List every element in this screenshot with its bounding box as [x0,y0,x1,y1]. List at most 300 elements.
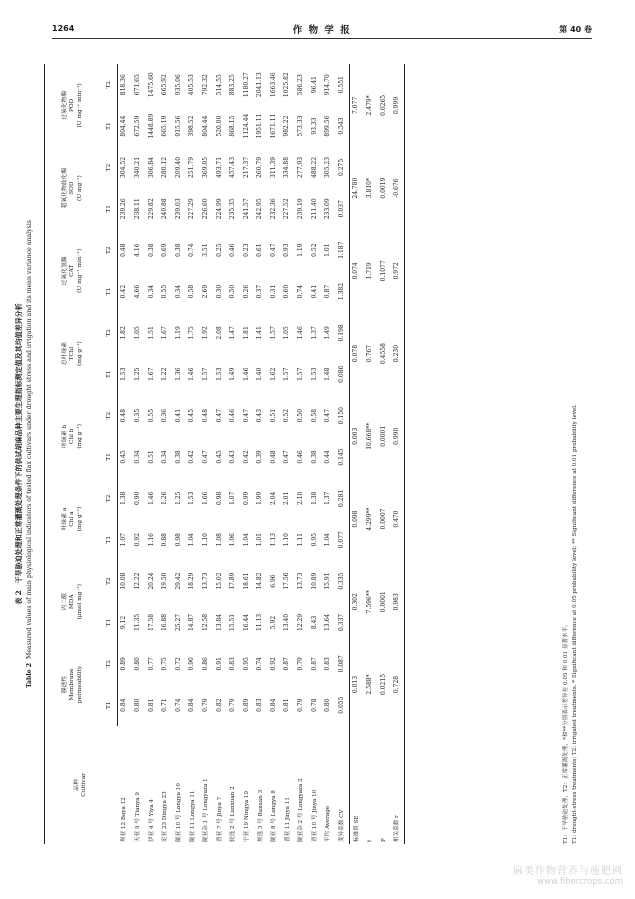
table-cell: 1.05 [133,326,141,340]
table-cell: 0.77 [147,657,155,671]
table-cell: 1.04 [324,533,332,547]
table-cell: 238.11 [133,198,141,220]
table-cell: 1.40 [256,367,264,381]
table-cell: 0.79 [297,657,305,671]
table-cell: 0.25 [215,243,223,257]
header-cn: 丙二醛 [62,593,69,611]
table-cell: 0.47 [283,450,291,464]
table-cell: 0.72 [174,657,182,671]
table-cell: 0.61 [256,243,264,257]
table-cell: 1.53 [310,367,318,381]
table-cell: 12.29 [297,613,305,632]
table-cell: 0.60 [283,284,291,299]
table-notes [562,64,579,844]
header-en: Membrane [69,668,76,701]
table-cell: 0.90 [188,657,196,671]
table-cell: 0.83 [229,657,237,671]
cultivar-name: 陇亚杂 2 号 Longyaza 2 [298,778,305,842]
stat-name: P [380,838,387,842]
table-row [227,64,241,844]
treatment-t2: T2 [101,64,118,105]
table-cell: 241.57 [242,198,250,220]
treatment-t2: T2 [101,395,118,436]
table-cell: 239.03 [174,198,182,220]
table-cell: 13.84 [215,613,223,632]
table-cell: 369.05 [201,156,209,178]
stat-cell: 0.078 [352,344,360,363]
note-cn: T1：干旱胁迫处理，T2：正常灌溉处理，*和**分别表示差异在 0.05 和 0.01 显著水平。 [563,621,569,844]
table-cell: 0.086 [336,354,350,395]
table-cell: 1.01 [256,533,264,547]
header-indicator [45,643,102,726]
table-cell: 0.84 [269,698,277,712]
table-cell: 19.50 [161,572,169,590]
table-row [213,64,227,844]
table-cell: 12.58 [201,613,209,632]
table-cell: 1.51 [147,326,155,340]
table-cell: 209.40 [174,156,182,178]
stat-row [350,64,364,844]
table-cell: 1.75 [188,326,196,340]
header-indicator [45,395,102,478]
table-cell: 1.99 [256,491,264,506]
table-cell: 1.57 [201,367,209,381]
cultivar-name: 变异系数 CV [336,726,350,844]
table-cell: 224.99 [215,198,223,220]
physiology-table [44,64,405,844]
stat-row [377,64,391,844]
stat-cell: 0.990 [391,395,405,478]
table-cell: 0.74 [174,698,182,712]
table-cell: 0.52 [310,243,318,257]
journal-title: 作 物 学 报 [292,25,352,36]
table-row [118,64,132,844]
table-cell: 211.40 [310,198,318,220]
table-cell: 520.00 [215,115,223,137]
stat-cell: 0.4558 [379,343,387,365]
rotated-table-block [14,64,589,844]
table-label: Table 2 [26,662,33,688]
table-cell: 883.25 [229,74,237,96]
table-row [336,64,350,844]
table-cell: 0.95 [242,657,250,671]
table-cell: 0.69 [161,243,169,257]
page-number: 1264 [52,24,75,33]
table-cell: 226.60 [201,198,209,220]
table-cell: 18.29 [188,572,196,590]
header-unit: (U mg⁻¹ min⁻¹) [76,248,83,293]
table-cell: 1180.27 [242,72,250,98]
table-cell: 17.56 [283,572,291,590]
table-cell: 13.73 [297,572,305,590]
table-cell: 25.27 [174,613,182,632]
cultivar-name: 晋亚 11 Jinya 11 [284,797,291,842]
table-cell: 0.34 [174,284,182,299]
cultivar-name: 陇亚杂 1 号 Longyaza 1 [203,778,210,842]
table-cell: 0.83 [324,657,332,671]
table-cell: 1.37 [324,491,332,506]
table-cell: 16.88 [161,613,169,632]
table-cell: 6.96 [269,574,277,588]
table-cell: 514.55 [215,74,223,96]
stat-cell: 3.810* [366,178,374,199]
watermark-url: www.fibercrops.com [537,877,623,887]
table-cell: 305.23 [324,156,332,178]
table-cell: 17.89 [229,572,237,590]
header-indicator [45,64,102,147]
table-cell: 0.037 [336,188,350,229]
table-cell: 573.33 [297,115,305,137]
table-cell: 1.49 [324,326,332,340]
table-cell: 96.41 [310,76,318,94]
treatment-t2: T2 [101,147,118,188]
table-cell: 1.67 [147,367,155,381]
treatment-t2: T2 [101,478,118,519]
table-cell: 0.87 [324,284,332,299]
table-cell: 0.34 [161,450,169,464]
table-cell: 1.07 [229,491,237,506]
table-cell: 1951.11 [256,113,264,139]
table-cell: 1.16 [147,533,155,547]
table-cell: 9.12 [120,615,128,630]
table-row [254,64,268,844]
table-cell: 0.88 [161,533,169,547]
table-cell: 239.19 [297,198,305,220]
header-en: Chl a [69,511,76,527]
stat-name: t [367,839,374,842]
header-cn: 总叶绿素 [62,341,69,366]
table-cell: 1.08 [215,533,223,547]
stat-cell: 0.074 [352,262,360,280]
table-title-cn: 表 2 干旱胁迫处理和正常灌溉处理条件下的供试胡麻品种主要生理指标测定值及其均值差异分析 [14,303,23,605]
table-cell: 0.74 [297,284,305,299]
table-cell: 1.36 [174,367,182,381]
table-row [200,64,214,844]
table-cell: 804.44 [120,115,128,137]
header-en: SOD [69,181,76,195]
table-cell: 0.92 [269,657,277,671]
table-cell: 1.19 [297,243,305,257]
table-row [281,64,295,844]
table-cell: 280.12 [161,156,169,178]
stat-cell: 0.728 [391,643,405,726]
table-cell: 0.47 [269,243,277,257]
table-cell: 0.75 [161,657,169,671]
table-cell: 915.56 [174,115,182,137]
page-header [52,20,592,38]
cultivar-name: 宁亚 19 Ningya 19 [243,790,250,842]
table-cell: 1.81 [242,326,250,340]
table-cell: 0.48 [201,408,209,423]
stat-cell: 0.0001 [379,425,387,447]
table-cell: 0.34 [147,284,155,299]
table-cell: 0.47 [215,408,223,423]
stat-cell: 0.230 [391,312,405,395]
table-cell: 1.41 [256,326,264,340]
header-unit: (U mg⁻¹ min⁻¹) [76,83,83,128]
table-cell: 1.62 [269,367,277,381]
header-indicator [45,229,102,312]
table-cell: 0.36 [161,408,169,423]
table-cell: 0.39 [256,450,264,464]
header-row [45,64,102,844]
table-cell: 1.53 [188,491,196,506]
table-row [159,64,173,844]
table-cell: 1.66 [201,491,209,506]
table-cell: 0.47 [201,450,209,464]
cultivar-name: 定亚 23 Dingya 23 [162,791,169,842]
table-cell: 1.05 [283,326,291,340]
table-cell: 239.26 [120,198,128,220]
table-cell: 306.84 [147,156,155,178]
treatment-t1: T1 [101,105,118,146]
table-cell: 1025.82 [283,72,291,98]
table-cell: 671.65 [133,74,141,96]
table-cell: 340.21 [133,156,141,178]
table-cell: 1.04 [242,533,250,547]
table-cell: 1475.60 [147,72,155,98]
table-cell: 14.82 [256,572,264,590]
table-cell: 0.30 [215,284,223,299]
table-cell: 10.89 [310,572,318,590]
table-cell: 0.79 [297,698,305,712]
table-cell: 0.42 [120,284,128,299]
table-cell: 277.93 [297,156,305,178]
table-cell: 1.06 [229,533,237,547]
table-cell: 12.22 [133,572,141,590]
header-rule [52,38,592,39]
header-en: MDA [69,594,76,610]
table-cell: 672.59 [133,115,141,137]
table-cell: 235.35 [229,198,237,220]
table-cell: 0.077 [336,519,350,560]
cultivar-name: 轮选 2 号 Lunxuan 2 [230,786,237,842]
header-cn: 膜透性 [62,675,69,694]
table-cell: 0.087 [336,643,350,684]
table-cell: 1.38 [120,491,128,506]
header-cn: 过氧化氢酶 [62,256,69,286]
table-cell: 0.42 [242,450,250,464]
table-cell: 0.38 [174,243,182,257]
table-cell: 0.45 [215,450,223,464]
cultivar-name: 晋亚 10 号 Jinya 10 [311,789,318,842]
treatment-t1: T1 [101,188,118,229]
table-cell: 1.187 [336,229,350,270]
table-cell: 1.48 [324,367,332,381]
table-cell: 792.32 [201,74,209,96]
table-cell: 2.10 [297,491,305,506]
stat-cell: 2.479* [366,95,374,116]
table-cell: 20.24 [147,572,155,590]
table-cell: 13.73 [201,572,209,590]
table-cell: 1.26 [161,491,169,506]
treatment-t1: T1 [101,519,118,560]
table-cell: 0.83 [256,698,264,712]
table-row [172,64,186,844]
table-cell: 4.16 [133,243,141,257]
table-cell: 240.88 [161,198,169,220]
header-en: Cultivar [81,773,88,797]
table-cell: 10.08 [120,572,128,590]
table-cell: 0.41 [310,284,318,299]
table-cell: 0.281 [336,478,350,519]
stat-cell: 0.0265 [379,94,387,116]
table-cell: 1.46 [188,367,196,381]
treatment-t2: T2 [101,560,118,601]
table-cell: 665.19 [161,115,169,137]
table-cell: 2.69 [201,284,209,299]
header-cn: 品种 [74,779,81,791]
table-cell: 1.67 [161,326,169,340]
table-cell: 0.46 [229,408,237,423]
note-en: T1: drought-stress treatments; T2: irrigated treatments. * Significant difference at 0.05 probability level; ** Significant difference at 0.01 probability level. [571,404,578,844]
table-cell: 0.51 [147,450,155,464]
table-cell: 1.10 [201,533,209,547]
table-cell: 227.29 [188,198,196,220]
table-cell: 398.52 [188,115,196,137]
table-cell: 1.04 [188,533,196,547]
table-cell: 868.15 [229,115,237,137]
table-cell: 1.46 [147,491,155,506]
table-cell: 0.80 [324,698,332,712]
table-cell: 0.93 [283,243,291,257]
volume-label: 第 40 卷 [559,25,592,34]
table-cell: 665.92 [161,74,169,96]
table-cell: 0.31 [269,284,277,299]
table-cell: 227.52 [283,198,291,220]
table-cell: 0.90 [133,491,141,506]
stat-cell: 0.0001 [379,591,387,613]
stat-cell: 0.999 [391,64,405,147]
stat-cell: 0.0215 [379,673,387,695]
table-cell: 1.11 [297,533,305,547]
header-unit: (μmol mg⁻¹) [76,583,83,620]
table-cell: 0.46 [229,243,237,257]
stat-cell: 0.0007 [379,508,387,530]
table-cell: 1.25 [174,491,182,506]
table-cell: 1124.44 [242,113,250,139]
header-cn: 过氧化物酶 [62,90,69,120]
stat-row [364,64,378,844]
header-unit: (U mg⁻¹) [76,175,83,202]
table-cell: 0.38 [174,450,182,464]
table-cell: 899.56 [324,115,332,137]
header-en: CAT [69,264,76,277]
table-cell: 0.43 [229,450,237,464]
treatment-t1: T1 [101,354,118,395]
table-cell: 0.41 [174,408,182,423]
table-cell: 982.22 [283,115,291,137]
table-cell: 311.39 [269,156,277,178]
table-cell: 804.44 [201,115,209,137]
table-cell: 1.01 [324,243,332,257]
table-cell: 1.25 [133,367,141,381]
table-cell: 1.57 [297,367,305,381]
table-cell: 229.82 [147,198,155,220]
header-cn: 叶绿素 a [62,507,69,531]
table-cell: 1671.11 [269,113,277,139]
table-cell: 1.13 [269,533,277,547]
table-title-en-text: Measured values of main physiological indicators of tested flax cultivars under drought stress and irrigation and its mean variance analysis [26,220,33,659]
table-cell: 818.36 [120,74,128,96]
stat-cell: 7.077 [352,96,360,114]
stat-cell: 10.668** [366,422,374,450]
table-cell: 0.34 [133,450,141,464]
table-cell: 0.82 [215,698,223,712]
table-cell: 0.51 [269,408,277,423]
table-row [132,64,146,844]
stat-cell: 4.299** [366,507,374,531]
table-cell: 15.51 [229,613,237,632]
table-cell: 1.19 [174,326,182,340]
table-cell: 5.92 [269,615,277,630]
table-cell: 232.36 [269,198,277,220]
table-cell: 3.51 [201,243,209,257]
table-cell: 233.09 [324,198,332,220]
table-cell: 1.53 [120,367,128,381]
table-cell: 14.87 [188,613,196,632]
table-cell: 405.53 [188,74,196,96]
table-cell: 0.95 [310,533,318,547]
table-cell: 0.91 [215,657,223,671]
table-cell: 0.551 [336,64,350,105]
table-cell: 0.38 [147,243,155,257]
cultivar-name: 陇亚 10 号 Longya 10 [175,783,182,842]
table-cell: 2.01 [283,491,291,506]
header-cn: 叶绿素 b [62,424,69,448]
watermark [513,862,623,887]
stat-row [391,64,405,844]
table-cell: 0.45 [120,450,128,464]
table-cell: 0.98 [215,491,223,506]
table-cell: 0.37 [256,284,264,299]
treatment-t1: T1 [101,684,118,725]
table-cell: 0.48 [120,408,128,423]
table-cell: 0.50 [297,408,305,423]
treatment-t2: T2 [101,229,118,270]
cultivar-name: 坝亚 12 Baya 12 [121,797,128,842]
table-cell: 0.50 [229,284,237,299]
header-unit: (mg g⁻¹) [76,506,83,532]
table-cell: 935.06 [174,74,182,96]
table-cell: 17.58 [147,613,155,632]
table-cell: 13.40 [283,613,291,632]
table-cell: 1.57 [283,367,291,381]
header-cultivar [45,726,118,844]
treatment-t1: T1 [101,271,118,312]
table-cell: 1448.89 [147,113,155,139]
table-cell: 29.42 [174,572,182,590]
table-cell: 0.23 [242,243,250,257]
table-cell: 0.58 [310,408,318,423]
table-cell: 0.92 [133,533,141,547]
table-cell: 1.38 [310,491,318,506]
table-cell: 16.44 [242,613,250,632]
table-cell: 2041.13 [256,72,264,98]
table-cell: 0.79 [201,698,209,712]
stat-cell: 0.767 [366,344,374,363]
header-en: POD [69,98,76,113]
header-en: Chl b [69,428,76,445]
table-cell: 586.23 [297,74,305,96]
table-cell: 0.43 [256,408,264,423]
table-cell: 0.80 [133,657,141,671]
treatment-t2: T2 [101,312,118,353]
table-cell: 242.95 [256,198,264,220]
table-cell: 0.35 [133,408,141,423]
cultivar-name: 天亚 9 号 Tianya 9 [135,792,142,842]
table-cell: 0.98 [174,533,182,547]
